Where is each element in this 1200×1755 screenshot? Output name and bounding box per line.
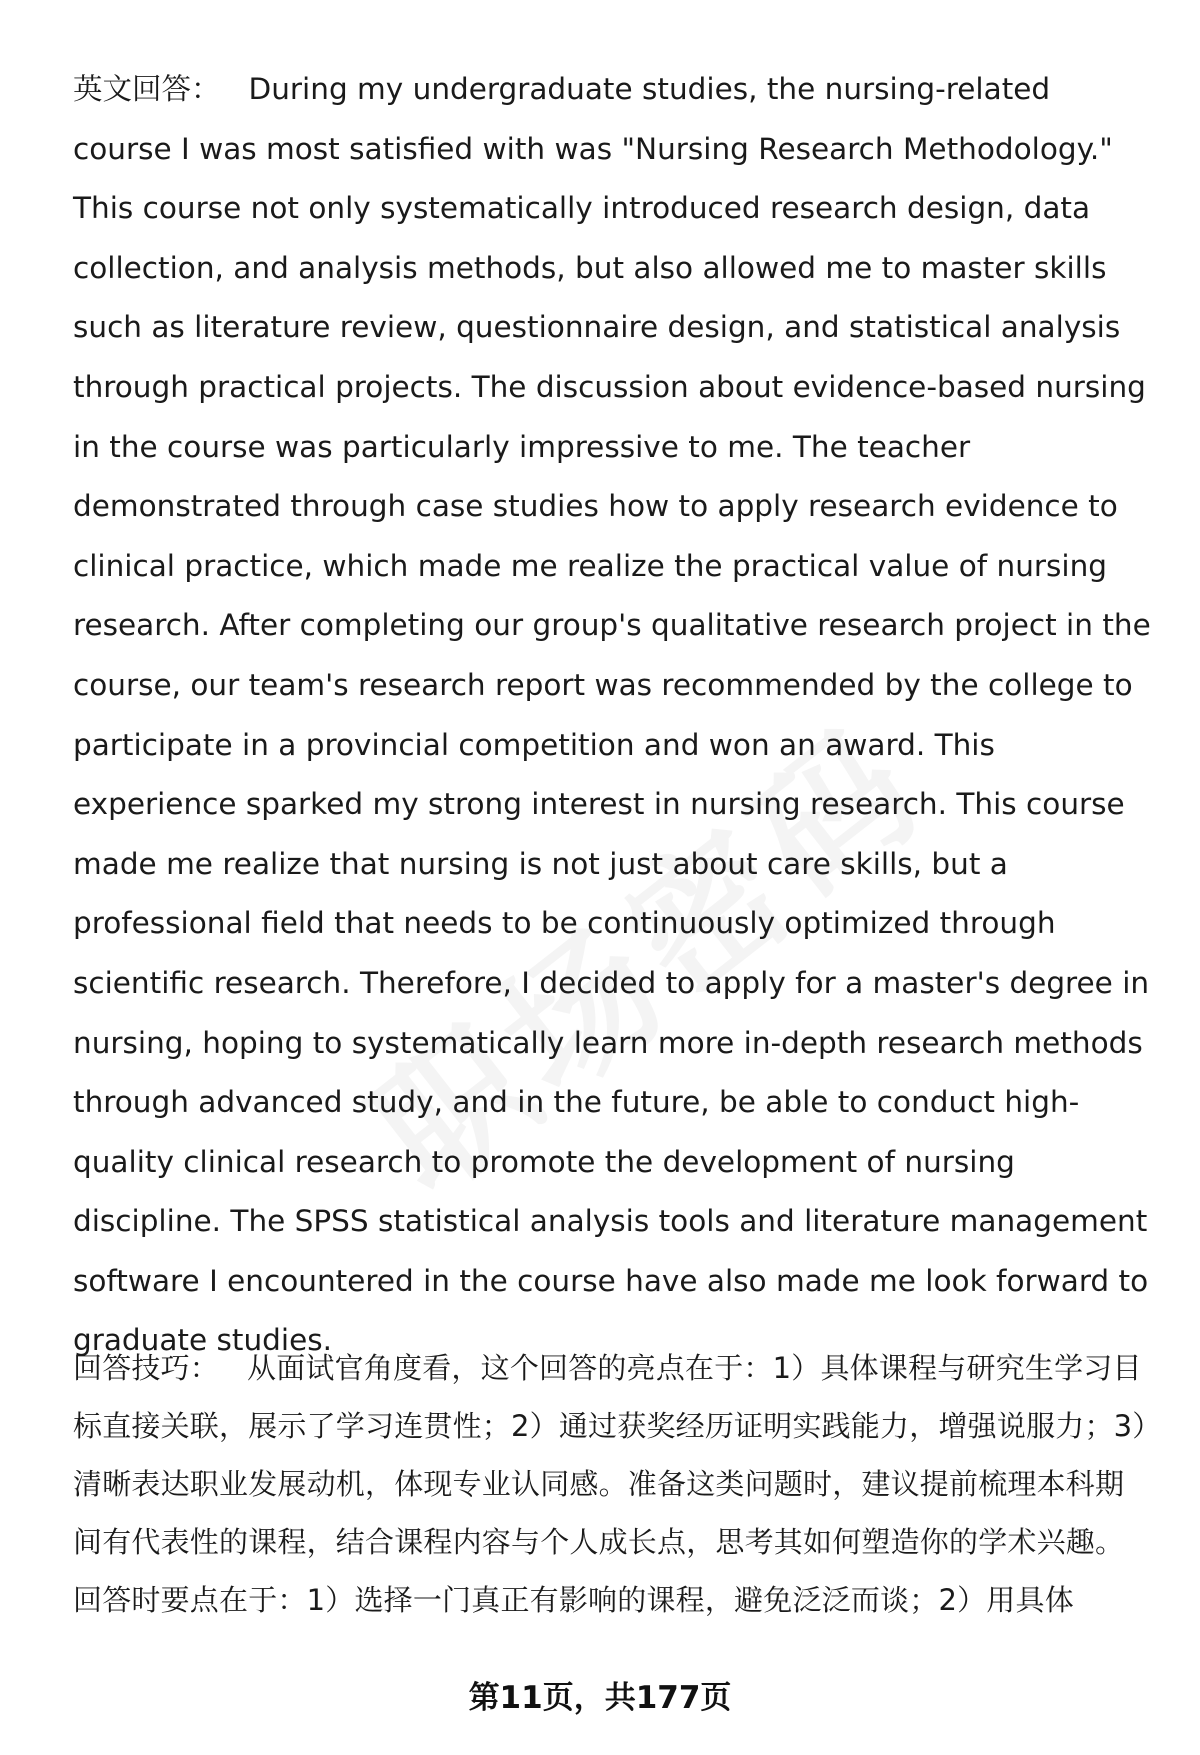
english-answer-label: 英文回答： bbox=[73, 72, 221, 106]
english-answer-paragraph bbox=[73, 60, 1158, 1371]
answer-tips-label: 回答技巧： bbox=[73, 1351, 220, 1385]
answer-tips-text: 从面试官角度看，这个回答的亮点在于：1）具体课程与研究生学习目标直接关联，展示了学习连贯性；2）通过获奖经历证明实践能力，增强说服力；3）清晰表达职业发展动机，体现专业认同感。准备这类问题时，建议提前梳理本科期间有代表性的课程，结合课程内容与个人成长点，思考其如何塑造你的学术兴趣。回答时要点在于：1）选择一门真正有影响的课程，避免泛泛而谈；2）用具体 bbox=[73, 1351, 1148, 1617]
page-number-footer: 第11页，共177页 bbox=[468, 1680, 732, 1716]
english-answer-text: During my undergraduate studies, the nursing-related course I was most satisfied with was "Nursing Research Methodology." This course not only systematically introduced research design, data collection, and analysis methods, but also allowed me to master skills such as literature review, questionnaire design, and statistical analysis through practical projects. The discussion about evidence-based nursing in the course was particularly impressive to me. The teacher demonstrated through case studies how to apply research evidence to clinical practice, which made me realize the practical value of nursing research. After completing our group's qualitative research project in the course, our team's research report was recommended by the college to participate in a provincial competition and won an award. This experience sparked my strong interest in nursing research. This course made me realize that nursing is not just about care skills, but a professional field that needs to be continuously optimized through scientific research. Therefore, I decided to apply for a master's degree in nursing, hoping to systematically learn more in-depth research methods through advanced study, and in the future, be able to conduct high-quality clinical research to promote the development of nursing discipline. The SPSS statistical analysis tools and literature management software I encountered in the course have also made me look forward to graduate studies. bbox=[73, 72, 1151, 1358]
answer-tips-paragraph bbox=[73, 1339, 1153, 1629]
